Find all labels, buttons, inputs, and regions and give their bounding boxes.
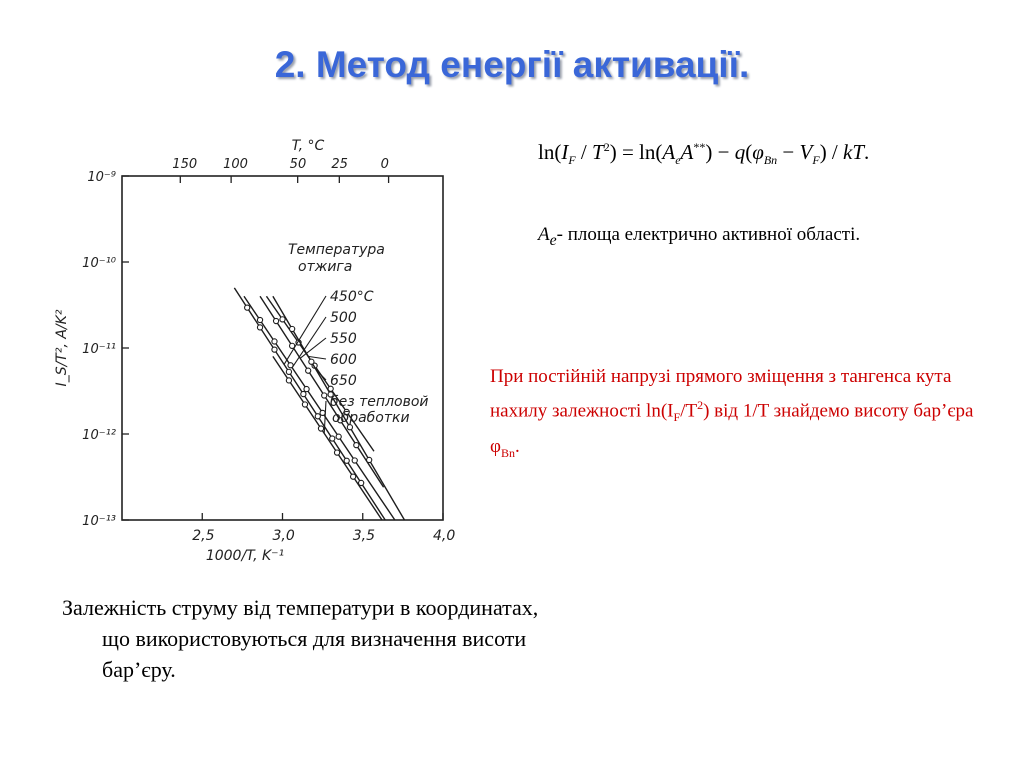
legend-entry-label: обработки [332,410,410,426]
series-line [260,296,384,487]
data-point [336,434,341,439]
data-point [306,368,311,373]
chart-caption: Залежність струму від температури в координатах, що використовуються для визначення висоти бар’єру. [62,595,539,682]
data-point [354,443,359,448]
chart-ticks [54,138,455,564]
y-tick-label: 10⁻¹¹ [82,342,116,357]
data-point [330,436,335,441]
y-axis-label: I_S/T², A/K² [54,309,70,387]
data-point [280,317,285,322]
data-point [320,410,325,415]
data-point [301,391,306,396]
top-tick-label: 0 [380,157,389,172]
chart-axes [122,176,443,520]
x-tick-label: 4,0 [433,528,456,544]
plot-frame [122,176,443,520]
data-point [245,305,250,310]
legend-leader-line [308,356,326,359]
y-tick-label: 10⁻¹³ [82,514,116,529]
data-point [334,450,339,455]
data-point [352,458,357,463]
data-point [315,414,320,419]
y-tick-label: 10⁻¹⁰ [82,256,116,271]
data-point [290,326,295,331]
legend-entry-label: 450°C [330,289,374,305]
arrhenius-chart [40,108,480,568]
x-tick-label: 2,5 [192,528,215,544]
data-point [257,317,262,322]
barrier-formula: $\ln(I_F / T^2) = \ln(A_eA^{**}) - q(\varphi_{Bn} - V_F)$ / kT. [538,140,870,168]
data-point [318,426,323,431]
y-tick-label: 10⁻¹² [82,428,116,443]
data-point [286,369,291,374]
x-axis-label: 1000/T, K⁻¹ [205,548,285,564]
y-tick-label: 10⁻⁹ [87,170,116,185]
x-tick-label: 3,0 [272,528,295,544]
data-point [302,402,307,407]
data-point [309,359,314,364]
top-tick-label: 100 [223,157,248,172]
slide-title: 2. Метод енергії активації. [274,44,750,85]
legend-entry-label: 500 [330,310,357,326]
legend-title-line: Температура [288,242,385,258]
legend-entry-label: без тепловой [330,394,429,410]
data-point [344,458,349,463]
data-point [257,325,262,330]
data-point [304,386,309,391]
data-point [286,378,291,383]
series-line-2 [260,296,384,487]
top-tick-label: 50 [289,157,307,172]
legend-entry-label: 650 [330,373,357,389]
legend-entry-label: 600 [330,352,357,368]
data-point [322,393,327,398]
method-note: При постійній напрузі прямого зміщення з тангенса кута нахилу залежності $\ln(I_F/T^2)$ від 1/T знайдемо висоту бар’єра $\varphi_{Bn}$. [490,366,974,460]
data-point [367,457,372,462]
data-point [272,339,277,344]
top-axis-label: T, °C [291,138,325,154]
data-point [273,318,278,323]
legend-entry-label: 550 [330,331,357,347]
top-tick-label: 150 [172,157,198,172]
area-definition: $A_e-$ площа електрично активної області. [538,224,861,249]
x-tick-label: 3,5 [352,528,376,544]
data-point [272,347,277,352]
legend-title-line: отжига [298,259,353,275]
top-tick-label: 25 [331,157,348,172]
data-point [351,474,356,479]
